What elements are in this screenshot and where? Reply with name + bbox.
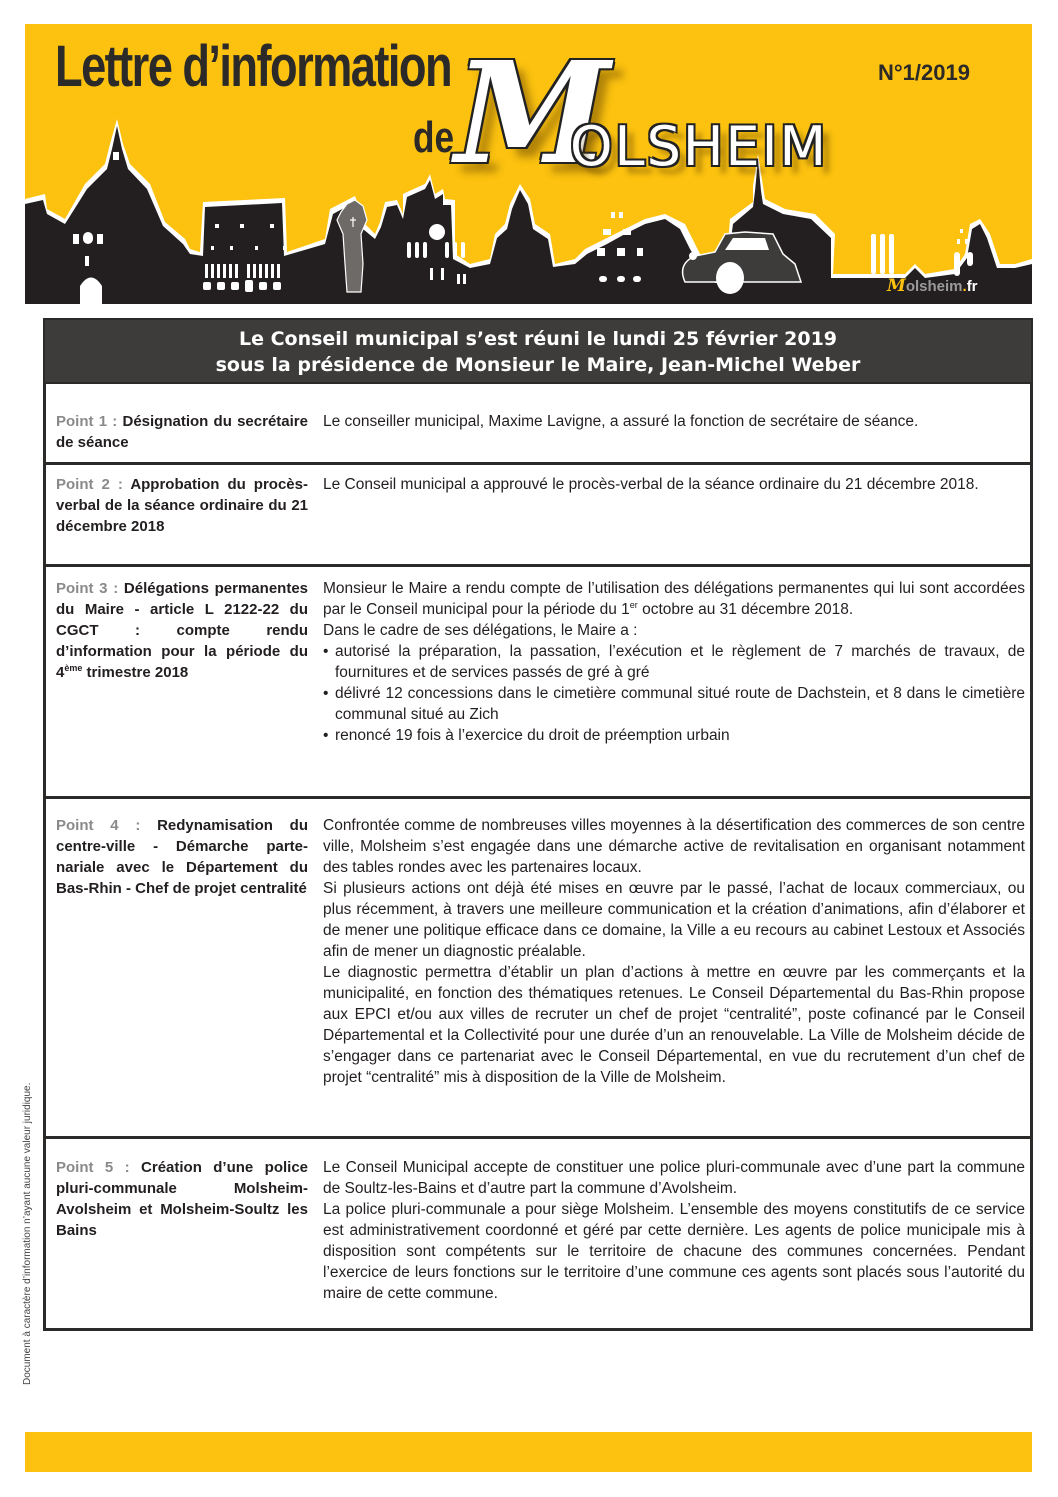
point-title: Approbation du procès-verbal de la séance ordinaire du 21 décembre 2018 [56, 476, 308, 535]
point-title-text-end: trimestre 2018 [82, 664, 189, 681]
list-item: • renoncé 19 fois à l’exercice du droit de préemption urbain [323, 725, 1025, 746]
point-title: Redynamisation du centre-ville - Démarche partenariale avec le Département du Bas-Rhin - Chef de projet centralité [56, 817, 309, 897]
agenda-row-point-3 [46, 567, 1030, 799]
newsletter-banner [25, 24, 1032, 304]
point-description-cell [323, 578, 1025, 746]
paragraph-text: Monsieur le Maire a rendu compte de l’utilisation des délégations permanentes qui lui sont accordées par le Conseil municipal pour la période du 1 [323, 580, 1025, 618]
point-paragraph: Si plusieurs actions ont déjà été mises en œuvre par le passé, l’achat de locaux commerciaux, ou plus récemment, à travers une meilleure communication et la création d’animations, afin d’élaborer et de mener une politique efficace dans ce domaine, la Ville a eu recours au cabinet Lestoux et Associés afin de mener un diagnostic préalable. [323, 880, 1025, 960]
point-title-cell [56, 1157, 308, 1241]
point-description-cell [323, 1157, 1025, 1304]
paragraph-text-end: octobre au 31 décembre 2018. [637, 601, 854, 618]
list-item: • autorisé la préparation, la passation, l’exécution et le règlement de 7 marchés de travaux, de fournitures et de services passés de gré à gré [323, 641, 1025, 683]
point-description-cell [323, 815, 1025, 1088]
website-logo [887, 276, 978, 296]
point-label: Point 2 : [56, 476, 123, 493]
footer-bar [25, 1432, 1032, 1472]
point-paragraph: Confrontée comme de nombreuses villes moyennes à la désertification des commerces de son centre ville, Molsheim s’est engagée dans une démarche active de revitalisation en organisant notamment des tables rondes avec les partenaires locaux. [323, 817, 1025, 876]
newsletter-title-de: de [413, 113, 455, 162]
legal-disclaimer: Document à caractère d’information n’ayant aucune valeur juridique. [22, 1082, 33, 1385]
point-title-superscript: ème [64, 663, 83, 673]
point-paragraph: Dans le cadre de ses délégations, le Maire a : [323, 622, 638, 639]
council-header-line-2: sous la présidence de Monsieur le Maire, Jean-Michel Weber [215, 354, 861, 376]
point-title-cell [56, 815, 308, 899]
council-header-line-1: Le Conseil municipal s’est réuni le lundi 25 février 2019 [238, 328, 838, 350]
website-logo-name: olsheim [905, 278, 963, 295]
point-title: Désignation du secrétaire de séance [56, 413, 308, 451]
agenda-row-point-1 [46, 384, 1030, 465]
website-logo-tld: fr [966, 278, 978, 295]
agenda-row-point-4 [46, 799, 1030, 1139]
point-paragraph: Le diagnostic permettra d’établir un plan d’actions à mettre en œuvre par les commerçants et la municipalité, en fonction des thématiques retenues. Le Conseil Départemental du Bas-Rhin propose aux EPCI et/ou aux villes de recruter un chef de projet “centralité”, poste cofinancé par le Conseil Départemental et la Collectivité pour une durée d’un an renouvelable. La Ville de Molsheim décide de s’engager dans ce partenariat avec le Conseil Départemental, en vue du recrutement d’un chef de projet “centralité” mis à disposition de la Ville de Molsheim. [323, 964, 1025, 1086]
agenda-row-point-2 [46, 465, 1030, 567]
point-title: Création d’une police pluri-communale Molsheim-Avolsheim et Molsheim-Soultz les Bains [56, 1159, 309, 1239]
newsletter-title: Lettre d’information [55, 34, 452, 99]
point-paragraph: Le Conseil municipal a approuvé le procès-verbal de la séance ordinaire du 21 décembre 2018. [323, 476, 979, 493]
town-name: OLSHEIM [570, 115, 829, 178]
point-title-cell [56, 578, 308, 683]
point-description-cell [323, 411, 1025, 432]
point-label: Point 1 : [56, 413, 118, 430]
town-name-initial: M [455, 32, 610, 196]
point-title-text: Délégations permanentes du Maire - article L 2122-22 du CGCT : compte rendu d’information pour la période du 4 [56, 580, 309, 681]
point-paragraph [323, 578, 1025, 620]
point-label: Point 3 : [56, 580, 119, 597]
point-title-cell [56, 474, 308, 537]
issue-number: N°1/2019 [878, 60, 970, 85]
point-title-cell [56, 411, 308, 453]
point-paragraph: Le Conseil Municipal accepte de constituer une police pluri-communale avec d’une part la commune de Soultz-les-Bains et d’autre part la commune d’Avolsheim. [323, 1159, 1025, 1197]
point-description-cell [323, 474, 1025, 495]
paragraph-superscript: er [629, 599, 638, 610]
agenda-row-point-5 [46, 1139, 1030, 1331]
list-item: • délivré 12 concessions dans le cimetière communal situé route de Dachstein, et 8 dans le cimetière communal situé au Zich [323, 683, 1025, 725]
website-logo-dot: . [962, 278, 967, 295]
website-logo-initial: M [887, 276, 906, 296]
point-label: Point 4 : [56, 817, 141, 834]
point-label: Point 5 : [56, 1159, 130, 1176]
point-paragraph: Le conseiller municipal, Maxime Lavigne, a assuré la fonction de secrétaire de séance. [323, 413, 919, 430]
delegations-list [323, 641, 1025, 746]
council-meeting-header [43, 318, 1033, 384]
agenda-points-table [43, 384, 1033, 1331]
point-paragraph: La police pluri-communale a pour siège Molsheim. L’ensemble des moyens constitutifs de ce service est administrativement coordonné et géré par cette dernière. Les agents de police municipale mis à disposition sont compétents sur le territoire de chacune des communes concernées. Pendant l’exercice de leurs fonctions sur le territoire d’une commune ces agents sont placés sous l’autorité du maire de cette commune. [323, 1201, 1025, 1302]
